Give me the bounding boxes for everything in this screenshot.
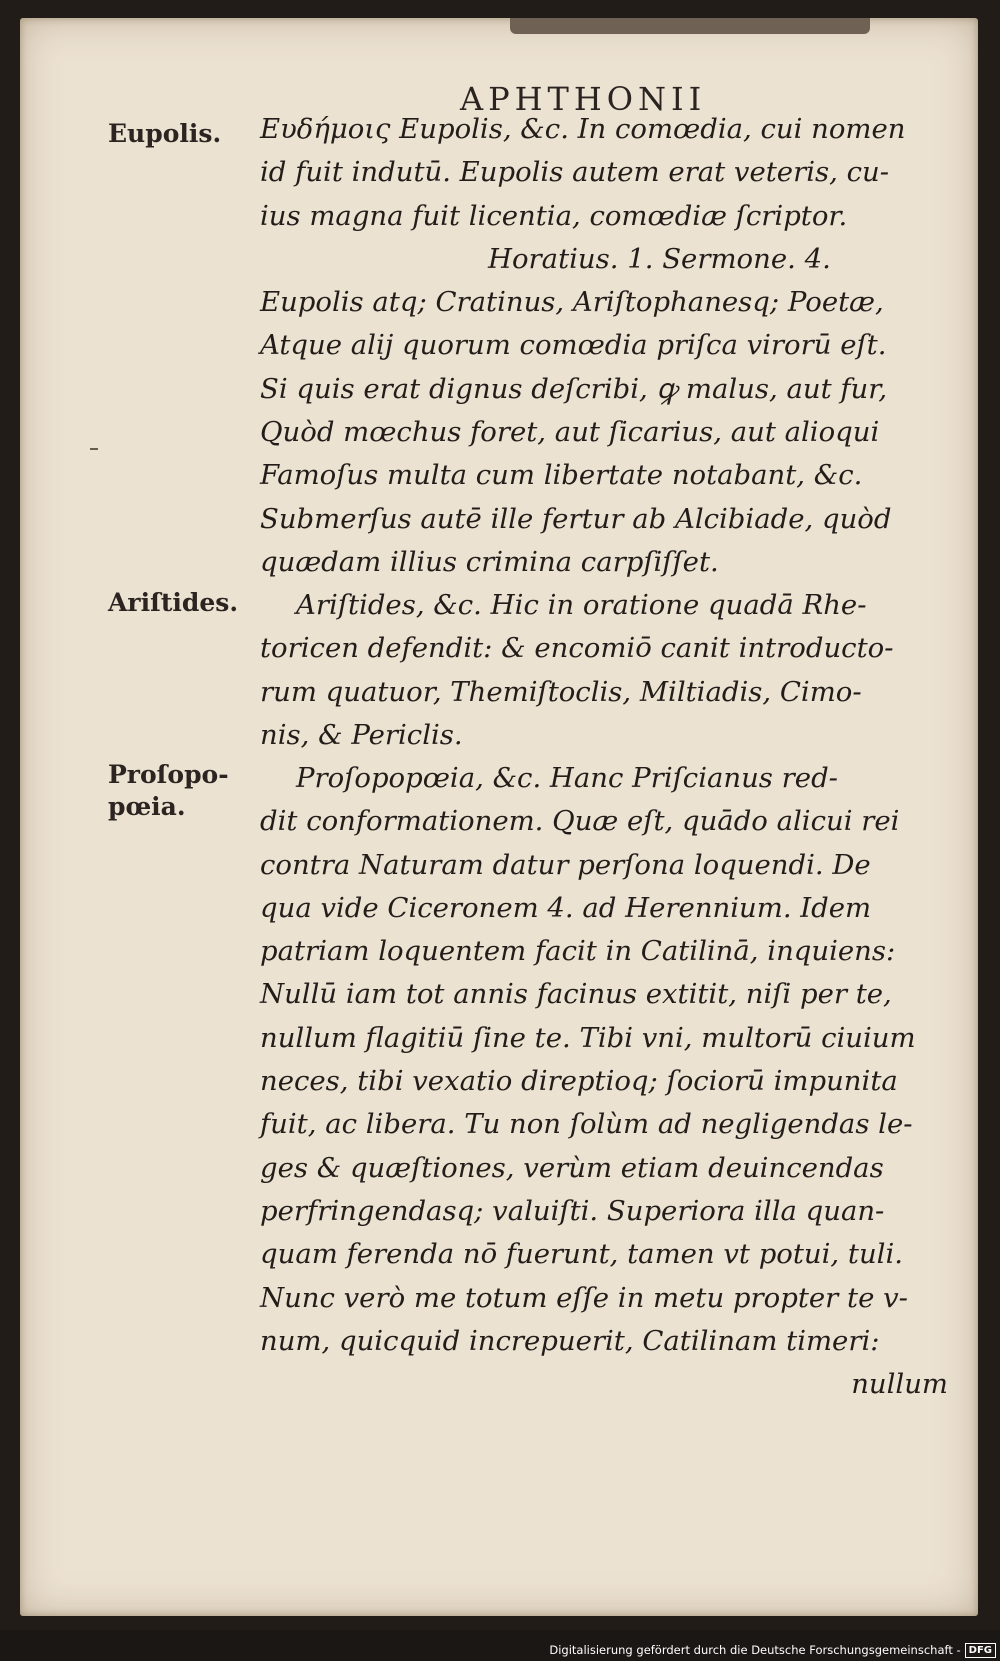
text-line: Ευδήμοις Eupolis, &c. In comœdia, cui nomen: [260, 113, 906, 145]
text-line: Nunc verò me totum eſſe in metu propter te v-: [260, 1281, 908, 1314]
text-line: Submerſus autē ille fertur ab Alcibiade, quòd: [260, 502, 892, 535]
running-head: APHTHONII: [460, 80, 707, 118]
text-line: fuit, ac libera. Tu non ſolùm ad negligendas le-: [260, 1108, 913, 1141]
text-line: qua vide Ciceronem 4. ad Herennium. Idem: [260, 891, 872, 924]
paragraph-aristides: [260, 584, 960, 757]
digitization-credit: [0, 1640, 996, 1661]
text-line: quædam illius crimina carpſiſſet.: [260, 545, 719, 578]
verse-line: Famoſus multa cum libertate notabant, &c.: [260, 459, 863, 492]
catchword: nullum: [851, 1368, 948, 1401]
margin-note-prosopopoeia-2: pœia.: [108, 792, 186, 821]
margin-note-aristides: Ariſtides.: [108, 588, 239, 617]
verse-line: Si quis erat dignus deſcribi, ꝙ malus, aut fur,: [260, 372, 888, 405]
text-line: ius magna fuit licentia, comœdiæ ſcriptor.: [260, 199, 848, 232]
paragraph-eupolis: [260, 108, 960, 584]
text-line: perfringendasq; valuiſti. Superiora illa quan-: [260, 1194, 885, 1227]
text-line: nis, & Periclis.: [260, 718, 463, 751]
credit-text: Digitalisierung gefördert durch die Deutsche Forschungsgemeinschaft -: [549, 1643, 961, 1657]
citation-line: Horatius. 1. Sermone. 4.: [488, 242, 831, 275]
verse-line: Eupolis atq; Cratinus, Ariſtophanesq; Poetæ,: [260, 286, 884, 319]
dfg-logo-icon: DFG: [965, 1643, 996, 1658]
page-edge-strip: [510, 18, 870, 34]
ink-mark: [90, 448, 98, 450]
text-line: rum quatuor, Themiſtoclis, Miltiadis, Cimo-: [260, 675, 862, 708]
text-line: contra Naturam datur perſona loquendi. De: [260, 848, 871, 881]
paragraph-prosopopoeia: [260, 757, 960, 1406]
margin-note-eupolis: Eupolis.: [108, 119, 222, 148]
text-line: Proſopopœia, &c. Hanc Priſcianus red-: [296, 762, 838, 794]
text-line: quam ferenda nō fuerunt, tamen vt potui, tuli.: [260, 1238, 904, 1271]
text-line: num, quicquid increpuerit, Catilinam timeri:: [260, 1324, 880, 1357]
verse-line: Atque alij quorum comœdia priſca virorū eſt.: [260, 329, 887, 362]
text-line: ges & quæſtiones, verùm etiam deuincendas: [260, 1151, 884, 1184]
text-line: Ariſtides, &c. Hic in oratione quadā Rhe-: [296, 589, 867, 621]
text-line: dit conformationem. Quæ eſt, quādo alicui rei: [260, 805, 900, 838]
verse-line: Quòd mœchus foret, aut ſicarius, aut alioqui: [260, 416, 880, 449]
text-line: patriam loquentem facit in Catilinā, inquiens:: [260, 935, 896, 968]
book-page: [20, 18, 978, 1616]
text-line: Nullū iam tot annis facinus extitit, niſi per te,: [260, 978, 892, 1011]
margin-note-prosopopoeia-1: Proſopo-: [108, 760, 229, 789]
text-line: nullum flagitiū ſine te. Tibi vni, multorū ciuium: [260, 1021, 916, 1054]
text-line: neces, tibi vexatio direptioq; ſociorū impunita: [260, 1065, 898, 1098]
text-line: toricen defendit: & encomiō canit introducto-: [260, 632, 894, 665]
text-line: id fuit indutū. Eupolis autem erat veteris, cu-: [260, 156, 890, 189]
